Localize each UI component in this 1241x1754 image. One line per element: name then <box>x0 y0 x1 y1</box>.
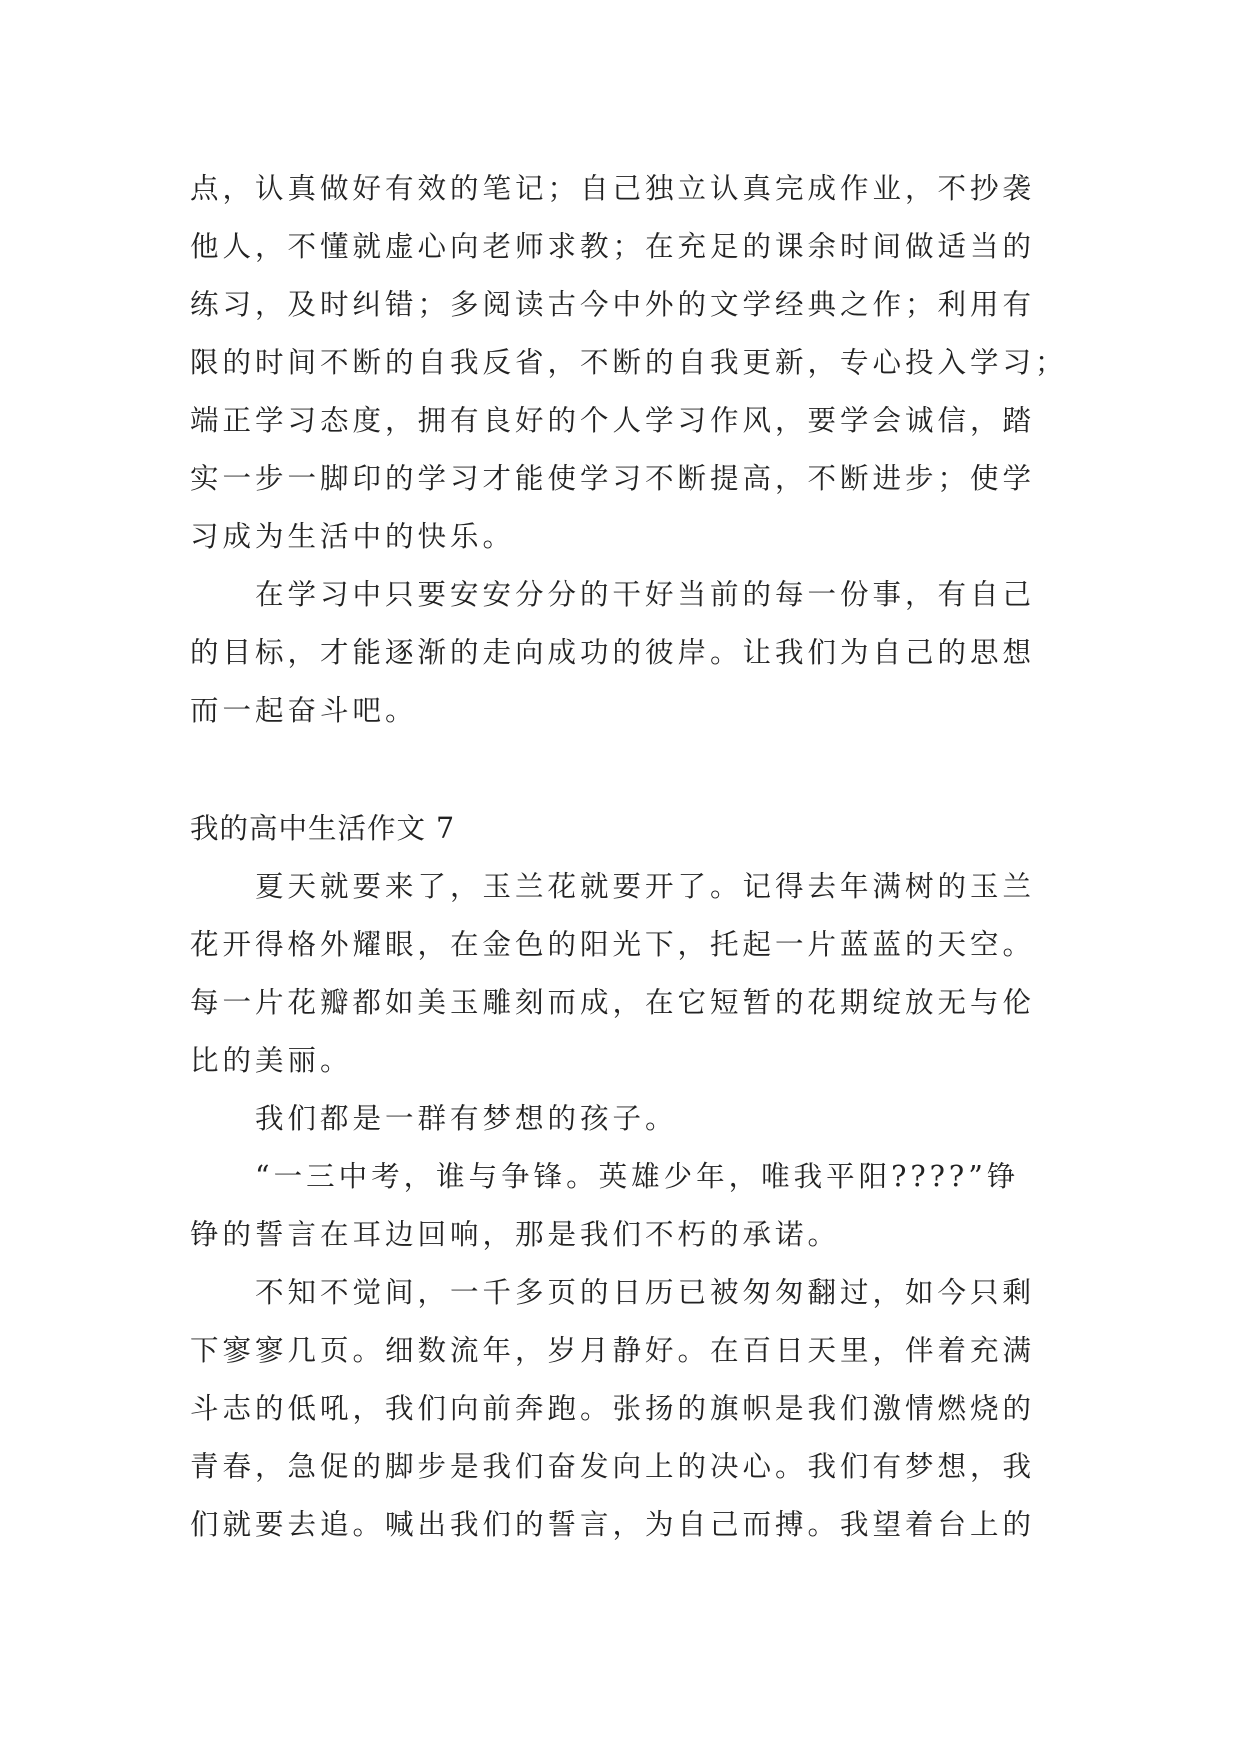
text-line: 铮的誓言在耳边回响，那是我们不朽的承诺。 <box>190 1218 841 1251</box>
text-line: 练习，及时纠错；多阅读古今中外的文学经典之作；利用有 <box>190 288 1036 321</box>
text-line: “一三中考，谁与争锋。英雄少年，唯我平阳????”铮 <box>190 1160 1020 1193</box>
paragraph <box>190 858 1050 1090</box>
paragraph <box>190 1090 1050 1148</box>
paragraph <box>190 1148 1050 1264</box>
text-line: 下寥寥几页。细数流年，岁月静好。在百日天里，伴着充满 <box>190 1334 1036 1367</box>
text-line: 青春，急促的脚步是我们奋发向上的决心。我们有梦想，我 <box>190 1450 1036 1483</box>
text-line: 斗志的低吼，我们向前奔跑。张扬的旗帜是我们激情燃烧的 <box>190 1392 1036 1425</box>
body-text <box>190 160 1068 1554</box>
text-line: 他人，不懂就虚心向老师求教；在充足的课余时间做适当的 <box>190 230 1036 263</box>
text-line: 不知不觉间，一千多页的日历已被匆匆翻过，如今只剩 <box>190 1276 1036 1309</box>
text-line: 实一步一脚印的学习才能使学习不断提高，不断进步；使学 <box>190 462 1036 495</box>
text-line: 而一起奋斗吧。 <box>190 694 418 727</box>
text-line: 端正学习态度，拥有良好的个人学习作风，要学会诚信，踏 <box>190 404 1036 437</box>
section-title: 我的高中生活作文 7 <box>190 812 456 845</box>
text-line: 在学习中只要安安分分的干好当前的每一份事，有自己 <box>190 578 1036 611</box>
text-line: 夏天就要来了，玉兰花就要开了。记得去年满树的玉兰 <box>190 870 1036 903</box>
text-line: 比的美丽。 <box>190 1044 353 1077</box>
text-line: 限的时间不断的自我反省，不断的自我更新，专心投入学习； <box>190 346 1068 379</box>
text-line: 们就要去追。喊出我们的誓言，为自己而搏。我望着台上的 <box>190 1508 1036 1541</box>
paragraph <box>190 566 1050 740</box>
text-line: 花开得格外耀眼，在金色的阳光下，托起一片蓝蓝的天空。 <box>190 928 1036 961</box>
paragraph <box>190 1264 1050 1554</box>
text-line: 我们都是一群有梦想的孩子。 <box>190 1102 678 1135</box>
text-line: 点，认真做好有效的笔记；自己独立认真完成作业，不抄袭 <box>190 172 1036 205</box>
text-line: 每一片花瓣都如美玉雕刻而成，在它短暂的花期绽放无与伦 <box>190 986 1036 1019</box>
text-line: 的目标，才能逐渐的走向成功的彼岸。让我们为自己的思想 <box>190 636 1036 669</box>
text-line: 习成为生活中的快乐。 <box>190 520 516 553</box>
paragraph-gap <box>190 740 1050 800</box>
paragraph <box>190 160 1068 566</box>
